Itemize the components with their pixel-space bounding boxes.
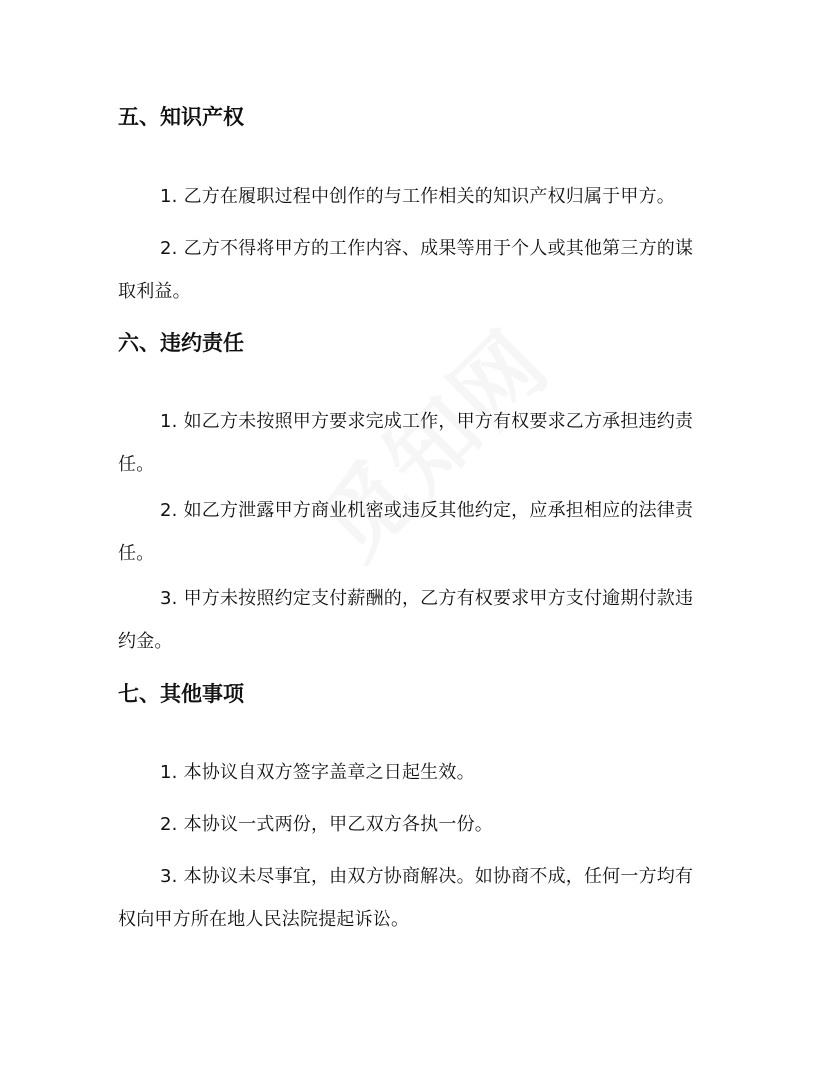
list-item	[118, 227, 710, 313]
list-item-number: 3.	[160, 588, 178, 609]
list-item	[118, 489, 710, 575]
list-item-number: 2.	[160, 238, 178, 259]
list-item-number: 3.	[160, 866, 178, 887]
list-item	[118, 855, 710, 941]
section-heading-other-matters: 七、其他事项	[118, 682, 244, 706]
list-item	[118, 577, 710, 663]
list-item-text: 甲方未按照约定支付薪酬的，乙方有权要求甲方支付逾期付款违约金。	[118, 588, 694, 652]
section-heading-intellectual-property: 五、知识产权	[118, 105, 244, 129]
list-item	[118, 751, 710, 794]
list-item-number: 1.	[160, 762, 178, 783]
list-item-number: 2.	[160, 814, 178, 835]
list-item-text: 本协议自双方签字盖章之日起生效。	[183, 762, 475, 783]
list-item-text: 如乙方泄露甲方商业机密或违反其他约定，应承担相应的法律责任。	[118, 500, 694, 564]
list-item-text: 乙方不得将甲方的工作内容、成果等用于个人或其他第三方的谋取利益。	[118, 238, 694, 302]
list-item-number: 1.	[160, 411, 178, 432]
list-item-text: 本协议未尽事宜，由双方协商解决。如协商不成，任何一方均有权向甲方所在地人民法院提起诉讼。	[118, 866, 694, 930]
list-item	[118, 175, 710, 218]
list-item-number: 2.	[160, 500, 178, 521]
section-heading-breach-liability: 六、违约责任	[118, 331, 244, 355]
list-item-text: 如乙方未按照甲方要求完成工作，甲方有权要求乙方承担违约责任。	[118, 411, 694, 475]
list-item	[118, 400, 710, 486]
list-item-number: 1.	[160, 186, 178, 207]
list-item-text: 乙方在履职过程中创作的与工作相关的知识产权归属于甲方。	[183, 186, 675, 207]
list-item-text: 本协议一式两份，甲乙双方各执一份。	[183, 814, 493, 835]
list-item	[118, 803, 710, 846]
